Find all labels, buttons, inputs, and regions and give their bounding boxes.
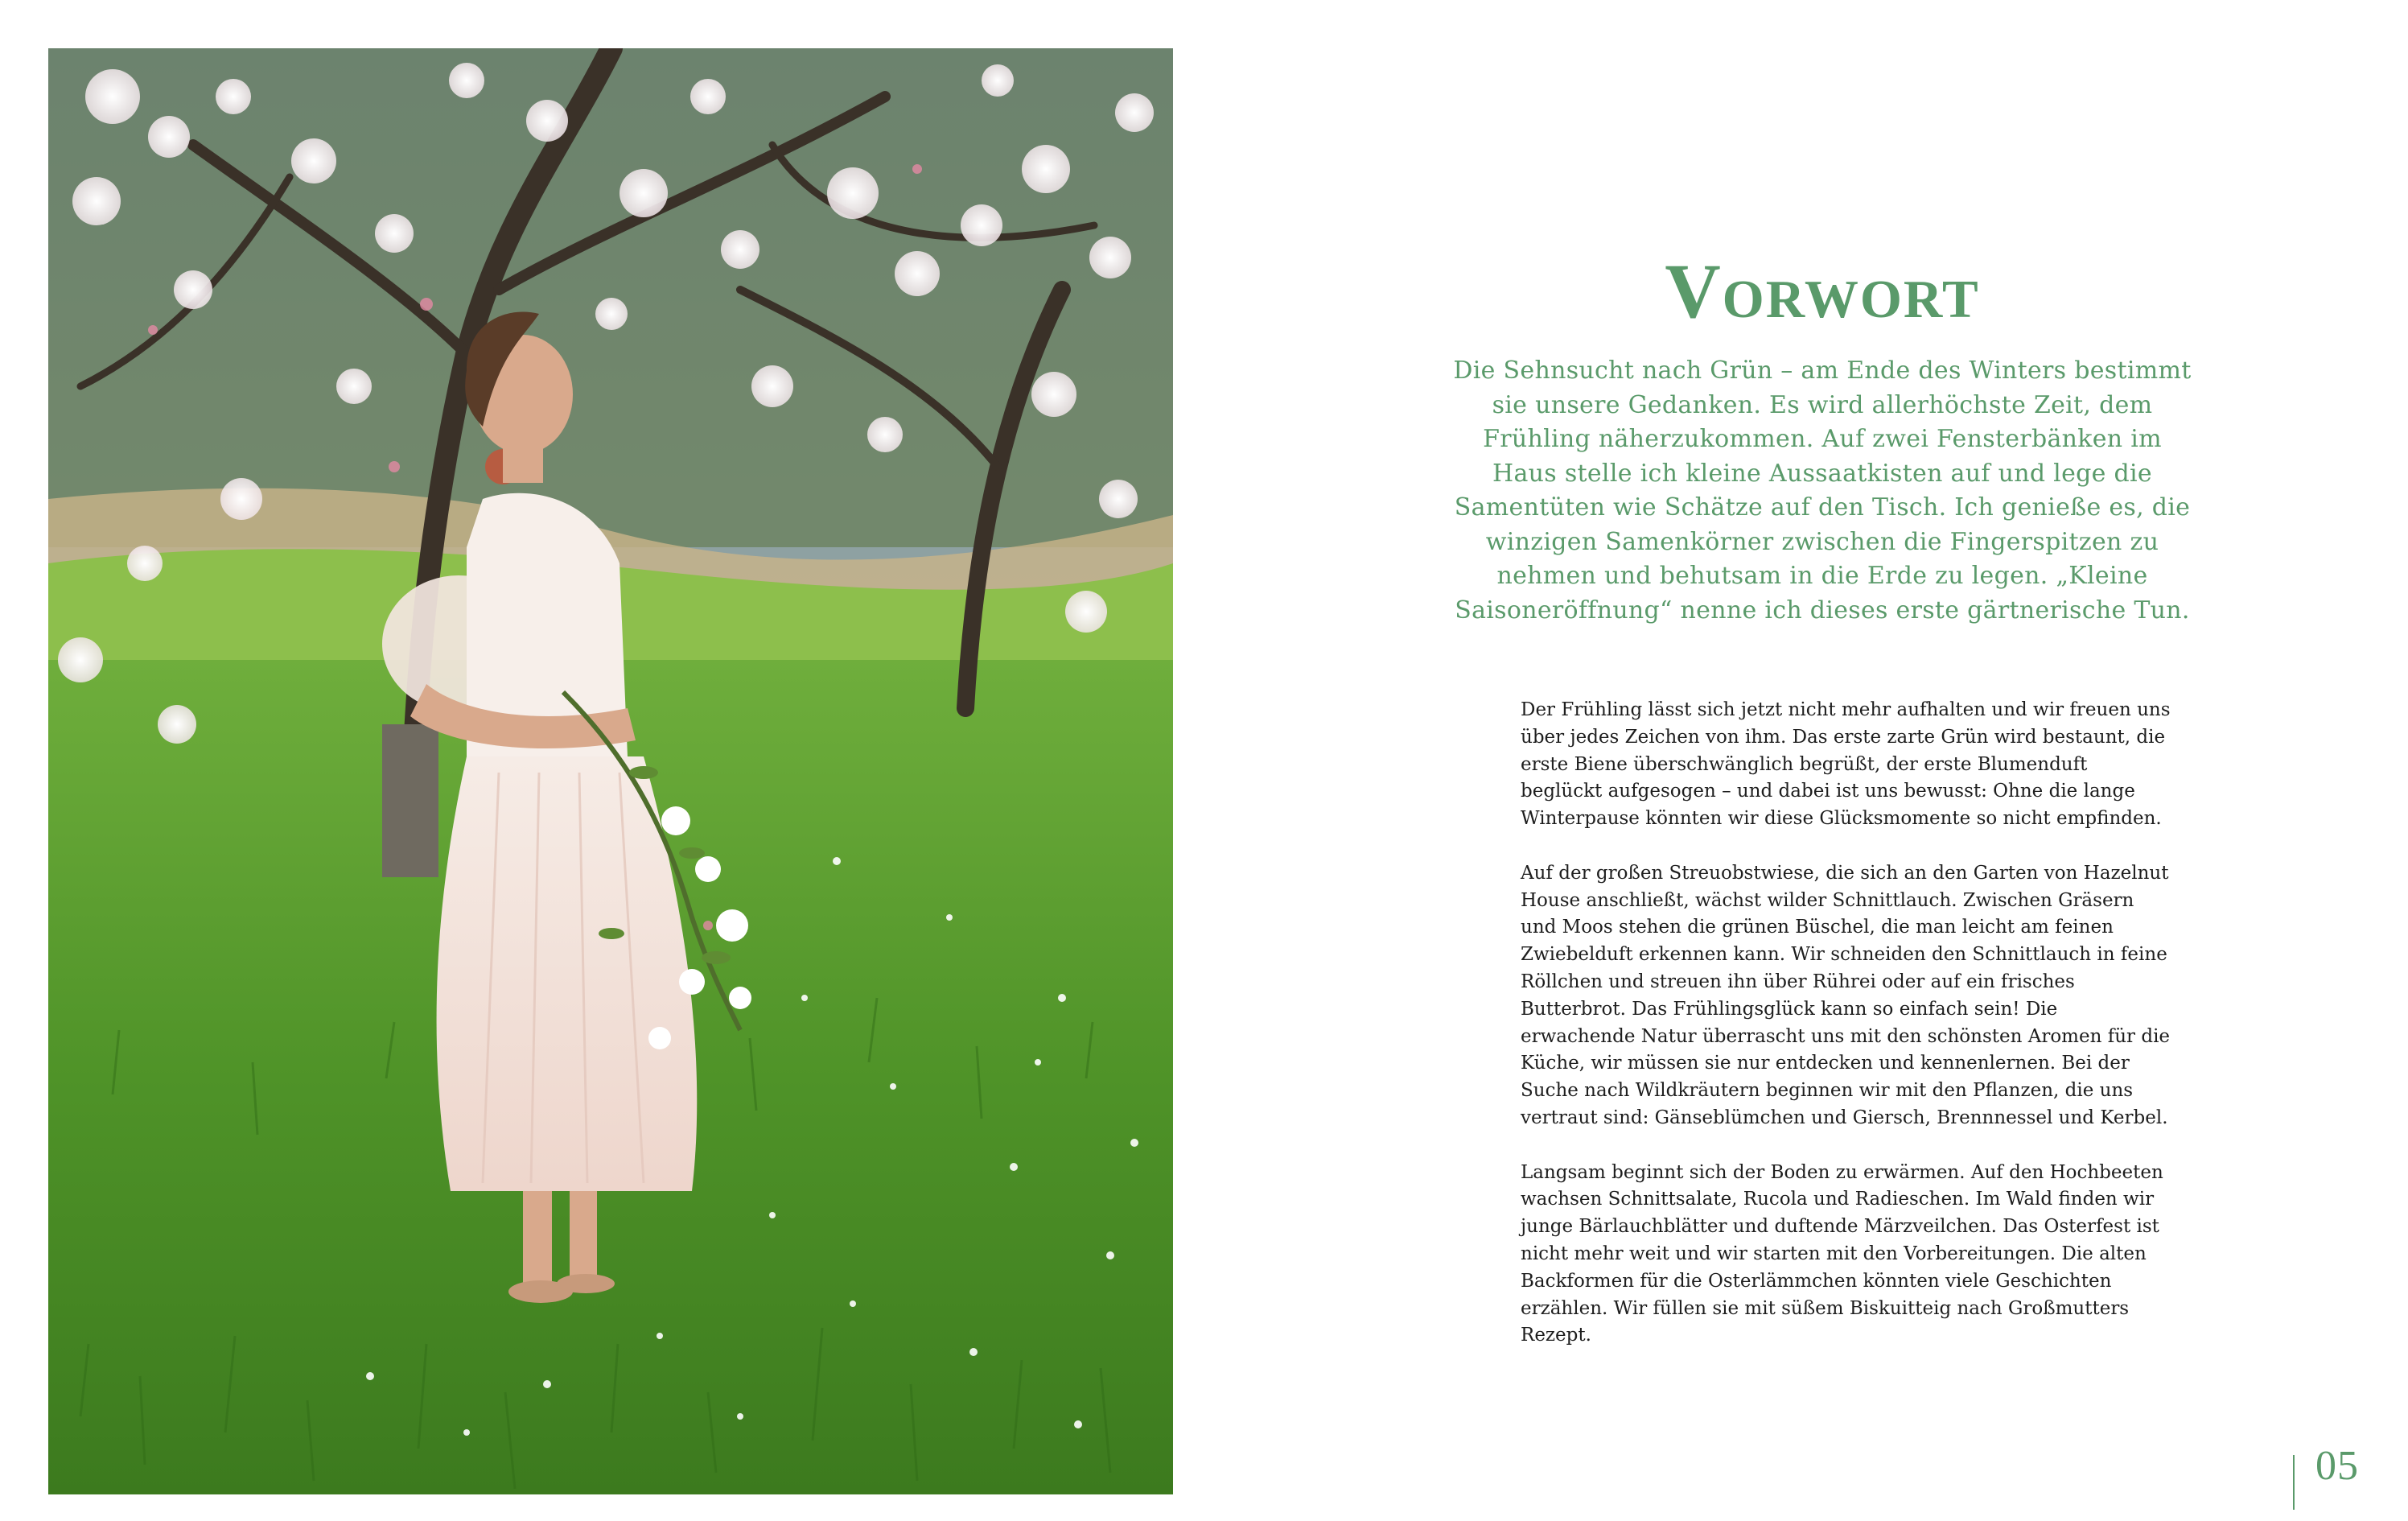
chapter-title: Vorwort xyxy=(1665,248,1980,335)
intro-paragraph: Die Sehnsucht nach Grün – am Ende des Winters bestimmt sie unsere Gedanken. Es wird allerhöchste Zeit, dem Frühling näherzukommen. Auf zwei Fensterbänken im Haus stelle ich kleine Aussaatkisten auf und lege die Samentüten wie Schätze auf den Tisch. Ich genieße es, die winzigen Samenkörner zwischen die Fingerspitzen zu nehmen und behutsam in die Erde zu legen. „Kleine Saisoneröffnung“ nenne ich dieses erste gärtnerische Tun. xyxy=(1453,357,2192,624)
body-paragraph: Langsam beginnt sich der Boden zu erwärmen. Auf den Hochbeeten wachsen Schnittsalate, Rucola und Radieschen. Im Wald finden wir junge Bärlauchblätter und duftende Märzveilchen. Das Osterfest ist nicht mehr weit und wir starten mit den Vorbereitungen. Die alten Backformen für die Osterlämmchen könnten viele Geschichten erzählen. Wir füllen sie mit süßem Biskuitteig nach Großmutters Rezept. xyxy=(1521,1161,2163,1346)
page-number-divider xyxy=(2293,1455,2295,1510)
body-paragraph: Auf der großen Streuobstwiese, die sich an den Garten von Hazelnut House anschließt, wächst wilder Schnittlauch. Zwischen Gräsern und Moos stehen die grünen Büschel, die man leicht am feinen Zwiebelduft erkennen kann. Wir schneiden den Schnittlauch in feine Röllchen und streuen ihn über Rührei oder auf ein frisches Butterbrot. Das Frühlingsglück kann so einfach sein! Die erwachende Natur überrascht uns mit den schönsten Aromen für die Küche, wir müssen sie nur entdecken und kennenlernen. Bei der Suche nach Wildkräutern beginnen wir mit den Pflanzen, die uns vertraut sind: Gänseblümchen und Giersch, Brennnessel und Kerbel. xyxy=(1521,862,2171,1128)
body-text xyxy=(1521,697,2174,1377)
body-paragraph: Der Frühling lässt sich jetzt nicht mehr aufhalten und wir freuen uns über jedes Zeichen von ihm. Das erste zarte Grün wird bestaunt, die erste Biene überschwänglich begrüßt, der erste Blumenduft beglückt aufgesogen – und dabei ist uns bewusst: Ohne die lange Winterpause könnten wir diese Glücksmomente so nicht empfinden. xyxy=(1521,699,2171,830)
photo-woman-under-blossoming-tree xyxy=(48,48,1173,1494)
photo-illustration xyxy=(48,48,1173,1494)
page-number: 05 xyxy=(2315,1443,2359,1489)
